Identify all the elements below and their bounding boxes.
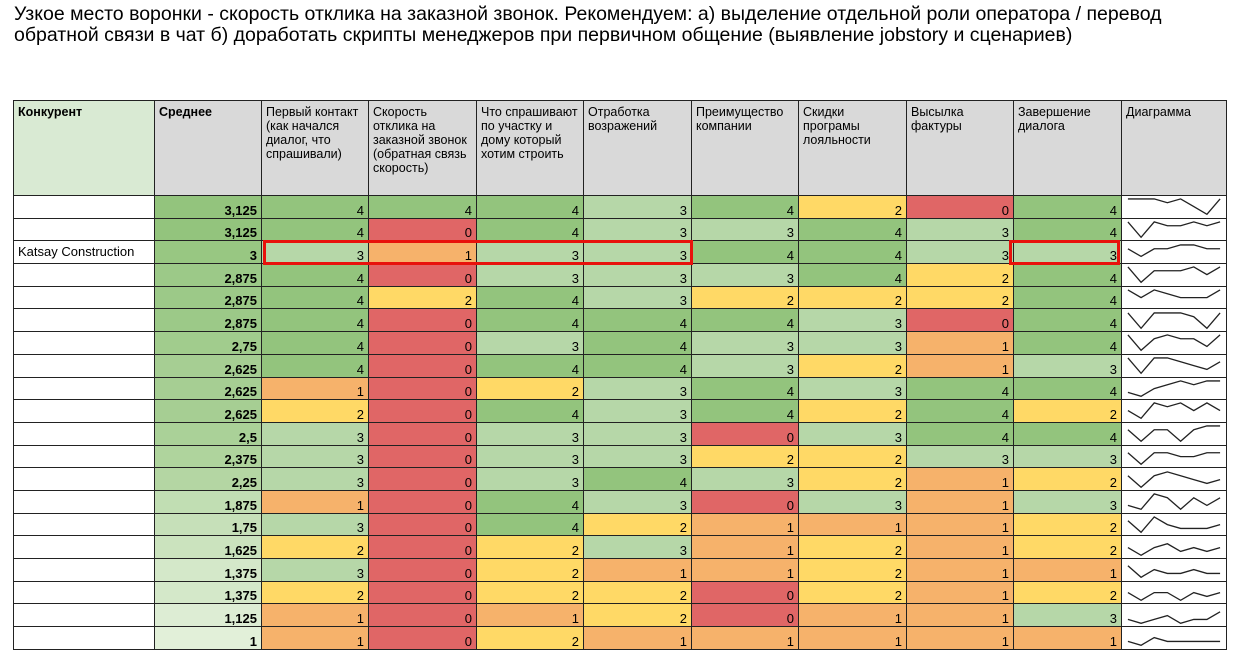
header-criterion: Что спрашивают по участку и дому который хотим строить (477, 101, 584, 196)
score-cell: 3 (262, 468, 369, 491)
header-average: Среднее (155, 101, 262, 196)
sparkline (1128, 566, 1220, 578)
score-cell: 3 (584, 196, 692, 219)
score-cell: 3 (799, 422, 907, 445)
score-cell: 3 (692, 468, 799, 491)
sparkline (1128, 313, 1220, 328)
competitor-name (14, 422, 155, 445)
table-row (14, 490, 1227, 513)
score-cell: 3 (584, 490, 692, 513)
table-row (14, 604, 1227, 627)
score-cell: 4 (1014, 218, 1122, 241)
competitor-name (14, 445, 155, 468)
score-cell: 3 (1014, 445, 1122, 468)
score-cell: 1 (907, 559, 1014, 582)
average-score: 1,875 (155, 490, 262, 513)
table-row (14, 400, 1227, 423)
average-score: 1,75 (155, 513, 262, 536)
score-cell: 1 (799, 604, 907, 627)
sparkline-cell (1122, 400, 1227, 423)
average-score: 1,625 (155, 536, 262, 559)
score-cell: 3 (1014, 490, 1122, 513)
table-row (14, 377, 1227, 400)
headline: Узкое место воронки - скорость отклика на заказной звонок. Рекомендуем: а) выделение отдельной роли оператора / перевод обратной связи в чат б) доработать скрипты менеджеров при первичном общение (выявление jobstory и сценариев) (14, 3, 1162, 46)
score-cell: 2 (799, 536, 907, 559)
score-cell: 4 (692, 309, 799, 332)
sparkline (1128, 494, 1220, 509)
score-cell: 0 (369, 422, 477, 445)
sparkline (1128, 453, 1220, 465)
score-cell: 0 (369, 513, 477, 536)
header-criterion: Преимущество компании (692, 101, 799, 196)
competitor-name: Katsay Construction (14, 241, 155, 264)
header-row (14, 101, 1227, 196)
competitor-name (14, 468, 155, 491)
score-cell: 2 (477, 377, 584, 400)
table-row (14, 196, 1227, 219)
average-score: 3 (155, 241, 262, 264)
score-cell: 4 (1014, 422, 1122, 445)
score-cell: 0 (369, 400, 477, 423)
header-criterion: Отработка возражений (584, 101, 692, 196)
sparkline (1128, 381, 1220, 396)
competitor-name (14, 354, 155, 377)
header-criterion: Завершение диалога (1014, 101, 1122, 196)
average-score: 3,125 (155, 218, 262, 241)
score-cell: 4 (692, 400, 799, 423)
table-body (14, 196, 1227, 650)
score-cell: 1 (907, 513, 1014, 536)
score-cell: 3 (477, 241, 584, 264)
competitor-score-table (13, 100, 1227, 650)
average-score: 2,875 (155, 264, 262, 287)
competitor-name (14, 513, 155, 536)
average-score: 2,625 (155, 354, 262, 377)
sparkline-cell (1122, 513, 1227, 536)
sparkline-cell (1122, 490, 1227, 513)
score-cell: 2 (1014, 513, 1122, 536)
sparkline-cell (1122, 468, 1227, 491)
score-cell: 3 (692, 354, 799, 377)
score-cell: 1 (692, 627, 799, 650)
sparkline (1128, 199, 1220, 214)
header-criterion: Скидки програмы лояльности (799, 101, 907, 196)
score-cell: 4 (692, 241, 799, 264)
score-cell: 2 (369, 286, 477, 309)
score-cell: 0 (692, 422, 799, 445)
score-cell: 4 (262, 354, 369, 377)
table-row (14, 218, 1227, 241)
score-cell: 3 (584, 264, 692, 287)
sparkline-cell (1122, 581, 1227, 604)
table-row (14, 264, 1227, 287)
score-cell: 2 (262, 581, 369, 604)
score-cell: 1 (907, 581, 1014, 604)
score-cell: 3 (799, 309, 907, 332)
header-criterion: Высылка фактуры (907, 101, 1014, 196)
score-cell: 2 (1014, 400, 1122, 423)
sparkline-cell (1122, 354, 1227, 377)
table-row (14, 513, 1227, 536)
score-cell: 0 (369, 445, 477, 468)
score-cell: 0 (369, 354, 477, 377)
score-cell: 2 (692, 445, 799, 468)
score-cell: 3 (584, 536, 692, 559)
score-cell: 1 (692, 559, 799, 582)
score-cell: 4 (369, 196, 477, 219)
table-row (14, 354, 1227, 377)
score-cell: 3 (477, 332, 584, 355)
score-cell: 2 (907, 264, 1014, 287)
score-cell: 2 (907, 286, 1014, 309)
score-cell: 4 (477, 286, 584, 309)
score-cell: 3 (477, 422, 584, 445)
score-cell: 3 (799, 332, 907, 355)
score-cell: 3 (262, 513, 369, 536)
score-cell: 0 (369, 581, 477, 604)
score-cell: 3 (907, 241, 1014, 264)
sparkline (1128, 471, 1220, 486)
sparkline (1128, 593, 1220, 601)
score-cell: 1 (907, 490, 1014, 513)
score-cell: 4 (477, 400, 584, 423)
score-cell: 4 (584, 332, 692, 355)
sparkline (1128, 290, 1220, 298)
table-row (14, 332, 1227, 355)
score-cell: 4 (1014, 332, 1122, 355)
header-criterion: Первый контакт (как начался диалог, что спрашивали) (262, 101, 369, 196)
score-cell: 4 (262, 196, 369, 219)
competitor-name (14, 581, 155, 604)
average-score: 2,625 (155, 377, 262, 400)
score-cell: 3 (584, 377, 692, 400)
score-cell: 3 (584, 422, 692, 445)
score-cell: 2 (584, 581, 692, 604)
score-cell: 2 (799, 445, 907, 468)
score-cell: 1 (907, 604, 1014, 627)
score-cell: 3 (584, 400, 692, 423)
score-cell: 2 (262, 536, 369, 559)
competitor-name (14, 264, 155, 287)
score-cell: 3 (584, 445, 692, 468)
score-cell: 3 (1014, 604, 1122, 627)
sparkline (1128, 543, 1220, 555)
score-cell: 4 (477, 490, 584, 513)
sparkline-cell (1122, 445, 1227, 468)
score-cell: 3 (477, 468, 584, 491)
competitor-name (14, 490, 155, 513)
sparkline (1128, 517, 1220, 532)
score-cell: 2 (799, 400, 907, 423)
score-cell: 4 (262, 218, 369, 241)
score-cell: 2 (799, 354, 907, 377)
table-row (14, 559, 1227, 582)
score-cell: 1 (262, 604, 369, 627)
score-cell: 3 (477, 445, 584, 468)
average-score: 2,875 (155, 286, 262, 309)
score-cell: 2 (692, 286, 799, 309)
score-cell: 1 (584, 559, 692, 582)
score-cell: 2 (262, 400, 369, 423)
score-cell: 4 (907, 377, 1014, 400)
score-cell: 4 (262, 332, 369, 355)
header-criterion: Скорость отклика на заказной звонок (обратная связь скорость) (369, 101, 477, 196)
sparkline (1128, 403, 1220, 418)
score-cell: 0 (369, 559, 477, 582)
score-cell: 2 (477, 536, 584, 559)
sparkline-cell (1122, 559, 1227, 582)
score-cell: 1 (692, 536, 799, 559)
table-row (14, 581, 1227, 604)
score-cell: 2 (477, 627, 584, 650)
score-cell: 3 (262, 559, 369, 582)
score-cell: 0 (369, 490, 477, 513)
sparkline-cell (1122, 536, 1227, 559)
score-cell: 0 (692, 604, 799, 627)
score-cell: 3 (262, 241, 369, 264)
sparkline-cell (1122, 241, 1227, 264)
score-cell: 1 (799, 627, 907, 650)
average-score: 2,25 (155, 468, 262, 491)
score-cell: 4 (477, 354, 584, 377)
sparkline-cell (1122, 604, 1227, 627)
average-score: 3,125 (155, 196, 262, 219)
competitor-name (14, 218, 155, 241)
score-cell: 2 (799, 468, 907, 491)
sparkline (1128, 358, 1220, 373)
score-cell: 3 (907, 445, 1014, 468)
score-cell: 3 (584, 241, 692, 264)
score-cell: 4 (262, 309, 369, 332)
score-cell: 1 (584, 627, 692, 650)
score-cell: 4 (1014, 196, 1122, 219)
score-cell: 2 (799, 286, 907, 309)
score-cell: 1 (262, 627, 369, 650)
score-cell: 0 (907, 309, 1014, 332)
table-row (14, 627, 1227, 650)
sparkline (1128, 426, 1220, 441)
score-cell: 4 (799, 264, 907, 287)
header-competitor: Конкурент (14, 101, 155, 196)
score-cell: 1 (369, 241, 477, 264)
score-cell: 4 (477, 196, 584, 219)
score-cell: 3 (584, 286, 692, 309)
score-cell: 0 (369, 536, 477, 559)
score-cell: 3 (692, 264, 799, 287)
competitor-name (14, 559, 155, 582)
score-cell: 0 (369, 468, 477, 491)
score-cell: 1 (907, 536, 1014, 559)
sparkline-cell (1122, 264, 1227, 287)
score-cell: 2 (799, 196, 907, 219)
score-cell: 0 (369, 309, 477, 332)
table-row (14, 536, 1227, 559)
score-cell: 0 (692, 581, 799, 604)
sparkline-cell (1122, 377, 1227, 400)
sparkline (1128, 638, 1220, 646)
score-cell: 1 (477, 604, 584, 627)
score-cell: 0 (369, 377, 477, 400)
score-cell: 4 (907, 400, 1014, 423)
sparkline-cell (1122, 218, 1227, 241)
score-cell: 1 (1014, 559, 1122, 582)
score-cell: 0 (369, 604, 477, 627)
average-score: 2,375 (155, 445, 262, 468)
score-cell: 4 (799, 241, 907, 264)
score-cell: 1 (799, 513, 907, 536)
score-cell: 3 (262, 445, 369, 468)
sparkline-cell (1122, 286, 1227, 309)
score-cell: 2 (799, 581, 907, 604)
score-cell: 0 (907, 196, 1014, 219)
score-cell: 4 (477, 513, 584, 536)
score-cell: 4 (477, 309, 584, 332)
score-cell: 2 (799, 559, 907, 582)
score-cell: 4 (907, 422, 1014, 445)
score-cell: 4 (1014, 377, 1122, 400)
sparkline-cell (1122, 309, 1227, 332)
sparkline-cell (1122, 196, 1227, 219)
sparkline (1128, 335, 1220, 350)
score-cell: 1 (262, 490, 369, 513)
average-score: 1 (155, 627, 262, 650)
score-cell: 3 (1014, 354, 1122, 377)
competitor-name (14, 309, 155, 332)
competitor-name (14, 604, 155, 627)
sparkline (1128, 222, 1220, 237)
score-cell: 4 (799, 218, 907, 241)
score-cell: 2 (477, 559, 584, 582)
score-cell: 4 (692, 377, 799, 400)
competitor-name (14, 286, 155, 309)
score-cell: 3 (692, 332, 799, 355)
score-cell: 3 (692, 218, 799, 241)
header-chart: Диаграмма (1122, 101, 1227, 196)
score-cell: 0 (369, 627, 477, 650)
score-cell: 0 (369, 264, 477, 287)
score-cell: 3 (799, 377, 907, 400)
score-cell: 4 (1014, 286, 1122, 309)
score-cell: 1 (1014, 627, 1122, 650)
sparkline (1128, 245, 1220, 257)
table-row (14, 241, 1227, 264)
sparkline (1128, 611, 1220, 623)
score-cell: 0 (369, 332, 477, 355)
table-row (14, 422, 1227, 445)
competitor-name (14, 536, 155, 559)
score-cell: 4 (262, 264, 369, 287)
average-score: 2,625 (155, 400, 262, 423)
score-cell: 1 (907, 332, 1014, 355)
average-score: 1,375 (155, 581, 262, 604)
competitor-name (14, 332, 155, 355)
score-cell: 4 (477, 218, 584, 241)
table-row (14, 309, 1227, 332)
score-cell: 3 (799, 490, 907, 513)
score-cell: 1 (262, 377, 369, 400)
score-cell: 1 (907, 468, 1014, 491)
competitor-name (14, 196, 155, 219)
score-cell: 2 (477, 581, 584, 604)
score-cell: 3 (907, 218, 1014, 241)
sparkline-cell (1122, 627, 1227, 650)
competitor-name (14, 400, 155, 423)
score-cell: 4 (584, 354, 692, 377)
average-score: 2,875 (155, 309, 262, 332)
table-row (14, 445, 1227, 468)
score-cell: 3 (262, 422, 369, 445)
score-cell: 2 (1014, 536, 1122, 559)
competitor-name (14, 377, 155, 400)
score-cell: 2 (1014, 581, 1122, 604)
score-cell: 3 (584, 218, 692, 241)
score-cell: 4 (1014, 309, 1122, 332)
average-score: 2,5 (155, 422, 262, 445)
sparkline-cell (1122, 332, 1227, 355)
score-cell: 1 (692, 513, 799, 536)
score-cell: 2 (1014, 468, 1122, 491)
score-cell: 0 (692, 490, 799, 513)
score-cell: 4 (584, 468, 692, 491)
score-cell: 4 (584, 309, 692, 332)
table-row (14, 468, 1227, 491)
score-cell: 4 (1014, 264, 1122, 287)
score-cell: 1 (907, 354, 1014, 377)
score-cell: 4 (692, 196, 799, 219)
average-score: 1,375 (155, 559, 262, 582)
score-cell: 3 (477, 264, 584, 287)
score-cell: 2 (584, 604, 692, 627)
table-row (14, 286, 1227, 309)
sparkline (1128, 267, 1220, 282)
average-score: 1,125 (155, 604, 262, 627)
sparkline-cell (1122, 422, 1227, 445)
score-cell: 1 (907, 627, 1014, 650)
competitor-name (14, 627, 155, 650)
score-cell: 3 (1014, 241, 1122, 264)
score-cell: 4 (262, 286, 369, 309)
score-cell: 0 (369, 218, 477, 241)
average-score: 2,75 (155, 332, 262, 355)
score-cell: 2 (584, 513, 692, 536)
